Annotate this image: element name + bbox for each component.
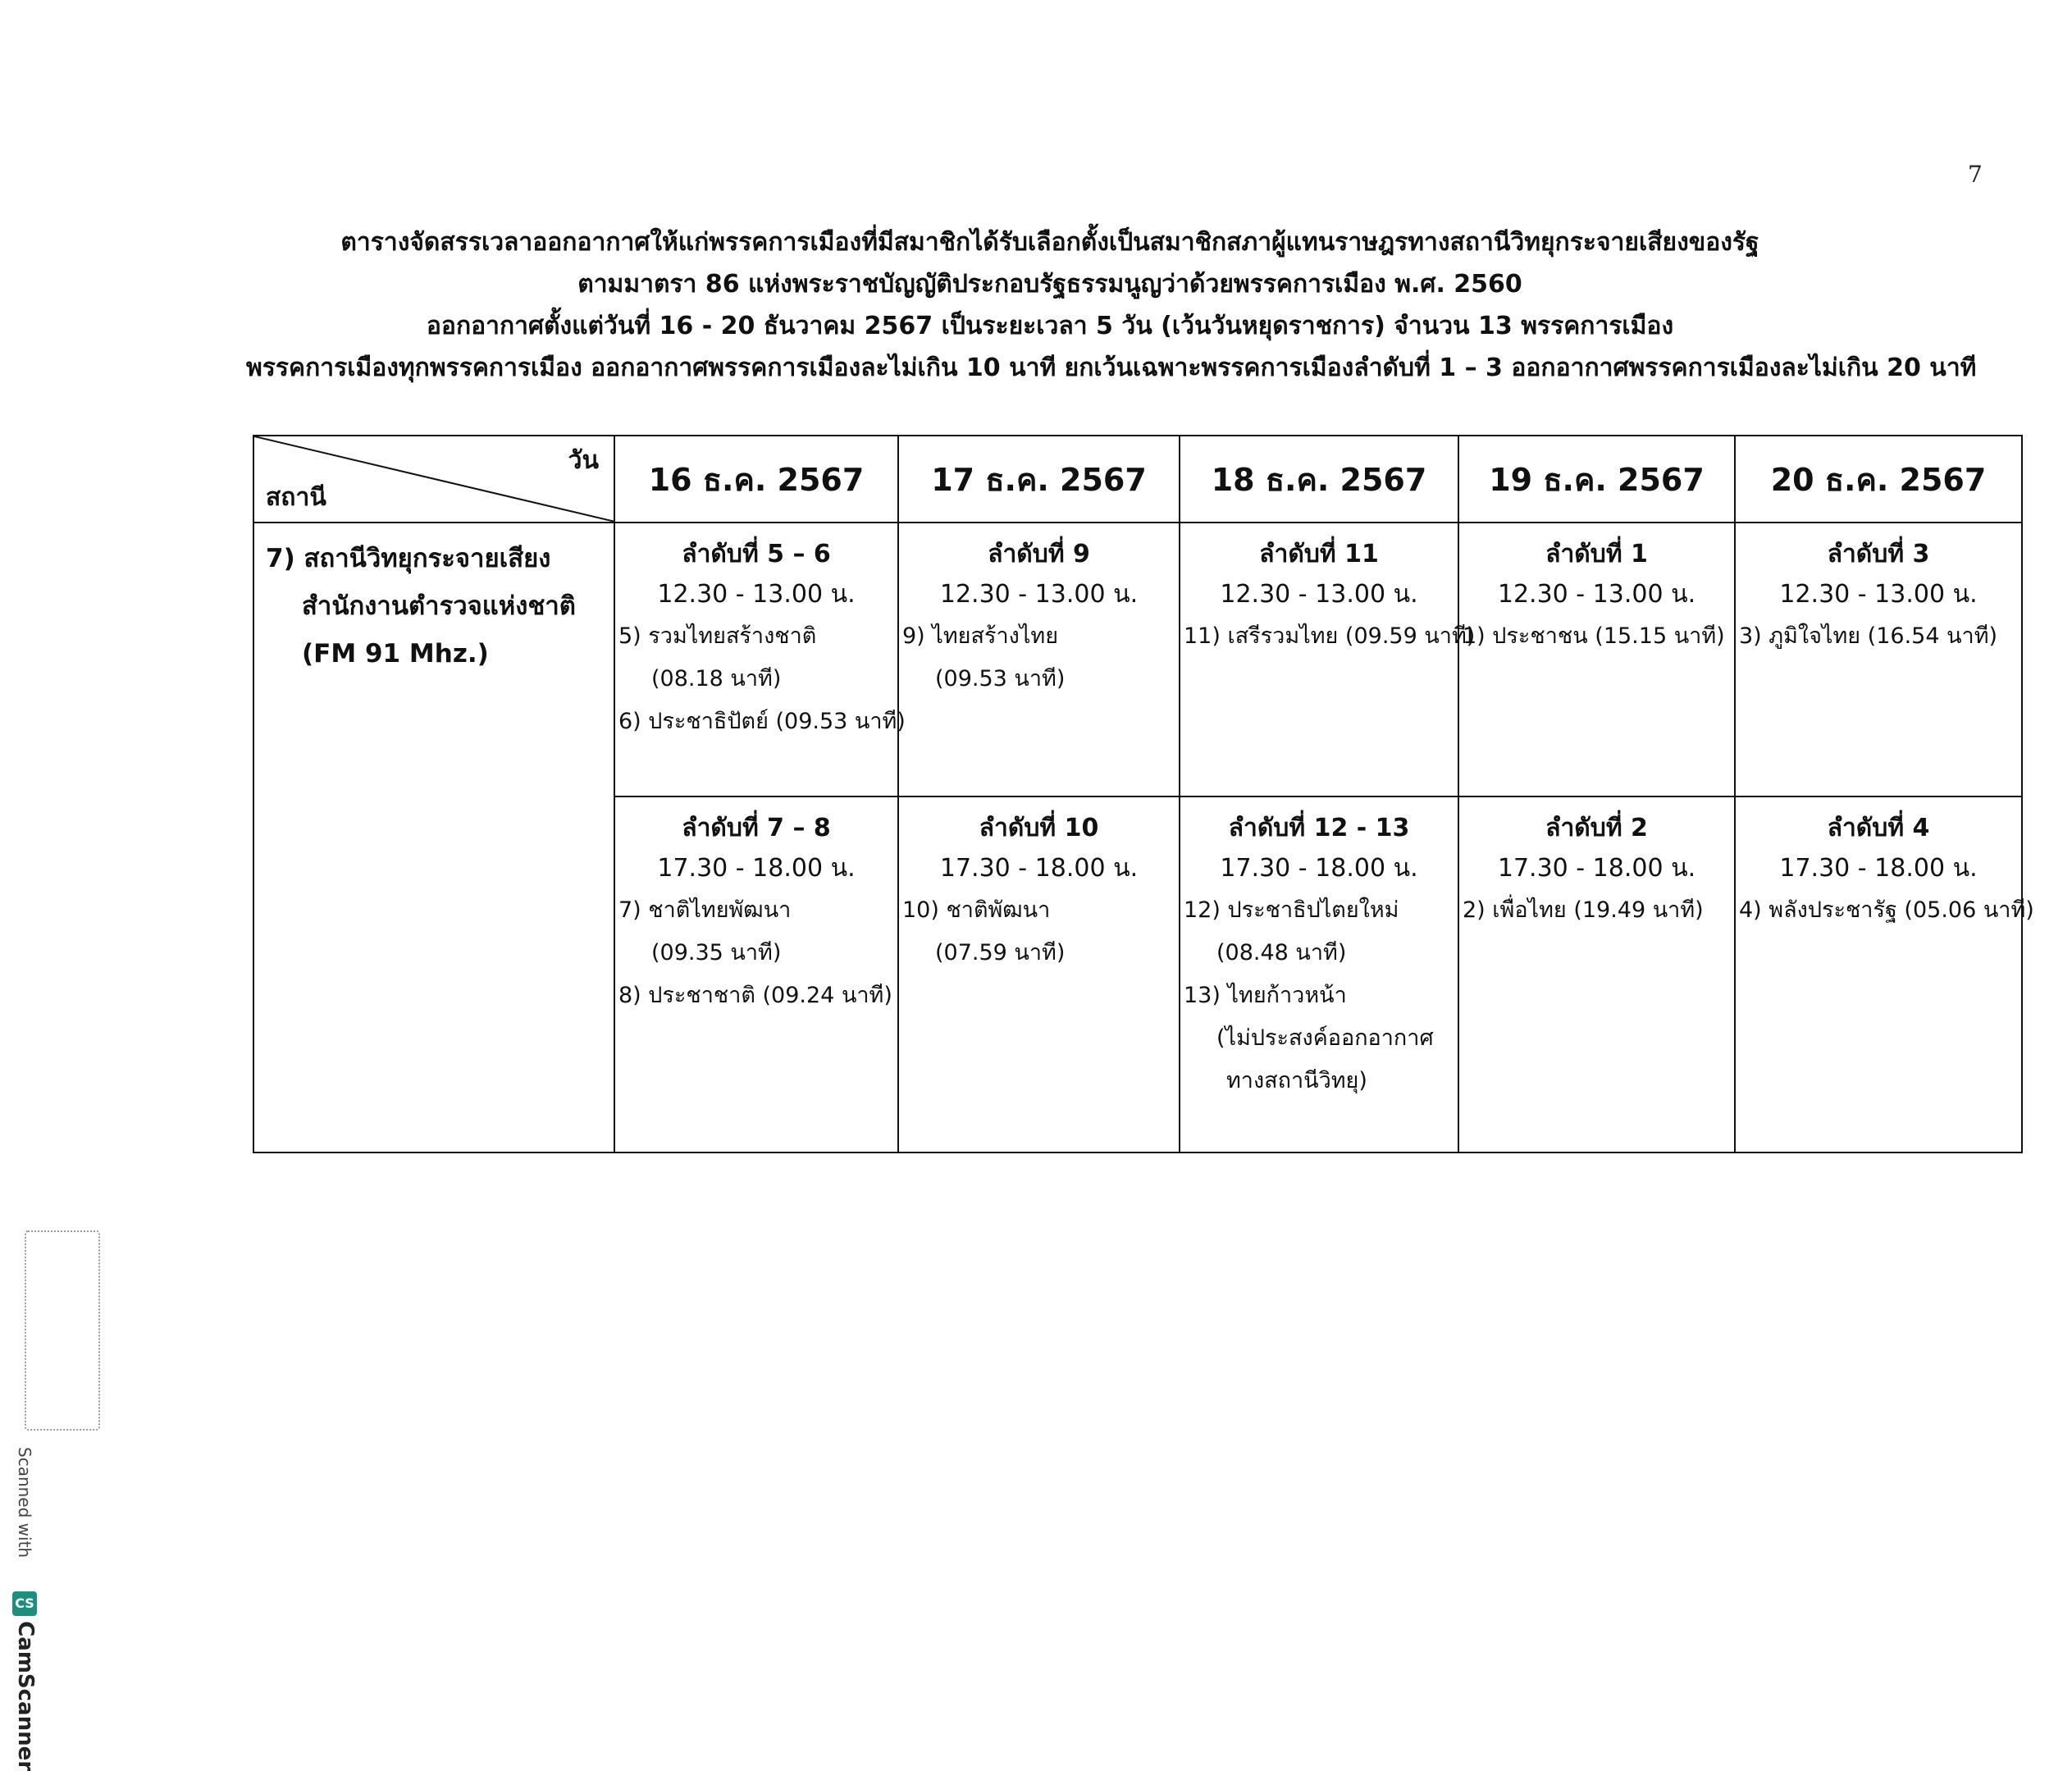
party-duration: (08.18 นาที)	[651, 666, 782, 692]
title-line-2: ตามมาตรา 86 แห่งพระราชบัญญัติประกอบรัฐธรรมนูญว่าด้วยพรรคการเมือง พ.ศ. 2560	[577, 270, 1522, 299]
slot-time: 17.30 - 18.00 น.	[1220, 854, 1418, 883]
slot-cell	[1180, 523, 1476, 796]
slot-time: 12.30 - 13.00 น.	[939, 580, 1139, 609]
slot-cell	[1458, 523, 1735, 796]
slot-cell	[898, 523, 1180, 796]
party-note: (ไม่ประสงค์ออกอากาศ	[1216, 1025, 1434, 1051]
broadcast-schedule-table	[253, 435, 2034, 1153]
date-header: 17 ธ.ค. 2567	[898, 436, 1180, 523]
slot-order: ลำดับที่ 1	[1545, 540, 1648, 568]
camscanner-logo-icon: CS	[13, 1591, 38, 1616]
party-entry: 7) ชาติไทยพัฒนา	[618, 897, 792, 923]
party-duration: (09.53 นาที)	[935, 666, 1066, 692]
slot-time: 17.30 - 18.00 น.	[939, 854, 1139, 883]
party-duration: (07.59 นาที)	[935, 940, 1066, 965]
slot-cell	[1735, 796, 2034, 1153]
station-cell	[253, 523, 614, 1153]
slot-cell	[1735, 523, 2022, 796]
slot-order: ลำดับที่ 2	[1545, 814, 1648, 842]
slot-order: ลำดับที่ 9	[988, 540, 1090, 568]
slot-order: ลำดับที่ 3	[1827, 540, 1930, 568]
party-entry: 9) ไทยสร้างไทย	[902, 623, 1059, 649]
party-duration: (08.48 นาที)	[1216, 940, 1347, 965]
slot-cell	[1180, 796, 1458, 1153]
slot-time: 12.30 - 13.00 น.	[1497, 580, 1696, 609]
party-entry: 1) ประชาชน (15.15 นาที)	[1463, 623, 1725, 649]
title-line-3: ออกอากาศตั้งแต่วันที่ 16 - 20 ธันวาคม 2567 เป็นระยะเวลา 5 วัน (เว้นวันหยุดราชการ) จำนวน 13 พรรคการเมือง	[426, 312, 1674, 340]
party-entry: 8) ประชาชาติ (09.24 นาที)	[618, 983, 892, 1008]
date-header: 16 ธ.ค. 2567	[614, 436, 898, 523]
slot-cell	[898, 796, 1180, 1153]
party-entry: 13) ไทยก้าวหน้า	[1184, 983, 1347, 1008]
camscanner-label	[13, 1591, 39, 1771]
slot-cell	[614, 523, 906, 796]
slot-time: 12.30 - 13.00 น.	[657, 580, 856, 609]
station-name-line-2: สำนักงานตำรวจแห่งชาติ	[302, 591, 576, 621]
slot-time: 17.30 - 18.00 น.	[657, 854, 856, 883]
slot-time: 17.30 - 18.00 น.	[1497, 854, 1696, 883]
slot-time: 12.30 - 13.00 น.	[1220, 580, 1418, 609]
corner-cell	[253, 436, 614, 523]
slot-order: ลำดับที่ 10	[979, 814, 1099, 842]
page-number: 7	[1968, 161, 1983, 188]
header-row	[253, 436, 2022, 523]
scanned-with-label: Scanned with	[15, 1447, 34, 1559]
party-entry: 5) รวมไทยสร้างชาติ	[618, 623, 817, 649]
slot-order: ลำดับที่ 5 – 6	[682, 540, 831, 568]
slot-cell	[1458, 796, 1735, 1153]
party-entry: 4) พลังประชารัฐ (05.06 นาที)	[1739, 897, 2034, 923]
camscanner-name: CamScanner	[13, 1621, 38, 1771]
slot-order: ลำดับที่ 4	[1827, 814, 1930, 842]
morning-row	[253, 523, 2022, 796]
document-title	[246, 221, 1977, 389]
party-entry: 10) ชาติพัฒนา	[902, 897, 1051, 923]
slot-time: 12.30 - 13.00 น.	[1779, 580, 1978, 609]
party-entry: 11) เสรีรวมไทย (09.59 นาที)	[1184, 623, 1476, 649]
party-note: ทางสถานีวิทยุ)	[1226, 1068, 1367, 1093]
party-duration: (09.35 นาที)	[651, 940, 782, 965]
station-frequency: (FM 91 Mhz.)	[302, 639, 489, 669]
slot-time: 17.30 - 18.00 น.	[1779, 854, 1978, 883]
title-line-4: พรรคการเมืองทุกพรรคการเมือง ออกอากาศพรรคการเมืองละไม่เกิน 10 นาที ยกเว้นเฉพาะพรรคการเมืองลำดับที่ 1 – 3 ออกอากาศพรรคการเมืองละไม่เกิน 20 นาที	[246, 354, 1977, 382]
party-entry: 12) ประชาธิปไตยใหม่	[1184, 897, 1399, 923]
date-header: 18 ธ.ค. 2567	[1180, 436, 1458, 523]
slot-cell	[614, 796, 898, 1153]
title-line-1: ตารางจัดสรรเวลาออกอากาศให้แก่พรรคการเมืองที่มีสมาชิกได้รับเลือกตั้งเป็นสมาชิกสภาผู้แทนราษฎรทางสถานีวิทยุกระจายเสียงของรัฐ	[340, 228, 1759, 257]
slot-order: ลำดับที่ 12 - 13	[1228, 814, 1410, 842]
slot-order: ลำดับที่ 7 – 8	[682, 814, 831, 842]
party-entry: 6) ประชาธิปัตย์ (09.53 นาที)	[618, 709, 906, 734]
party-entry: 2) เพื่อไทย (19.49 นาที)	[1463, 897, 1704, 923]
party-entry: 3) ภูมิใจไทย (16.54 นาที)	[1739, 623, 1998, 649]
camscanner-text-group	[13, 1417, 39, 1771]
corner-station-label: สถานี	[266, 483, 326, 512]
slot-order: ลำดับที่ 11	[1259, 540, 1379, 568]
date-header: 19 ธ.ค. 2567	[1458, 436, 1735, 523]
date-header: 20 ธ.ค. 2567	[1735, 436, 2022, 523]
corner-day-label: วัน	[568, 446, 599, 475]
camscanner-watermark	[13, 1230, 100, 1771]
station-name-line-1: 7) สถานีวิทยุกระจายเสียง	[266, 544, 551, 573]
